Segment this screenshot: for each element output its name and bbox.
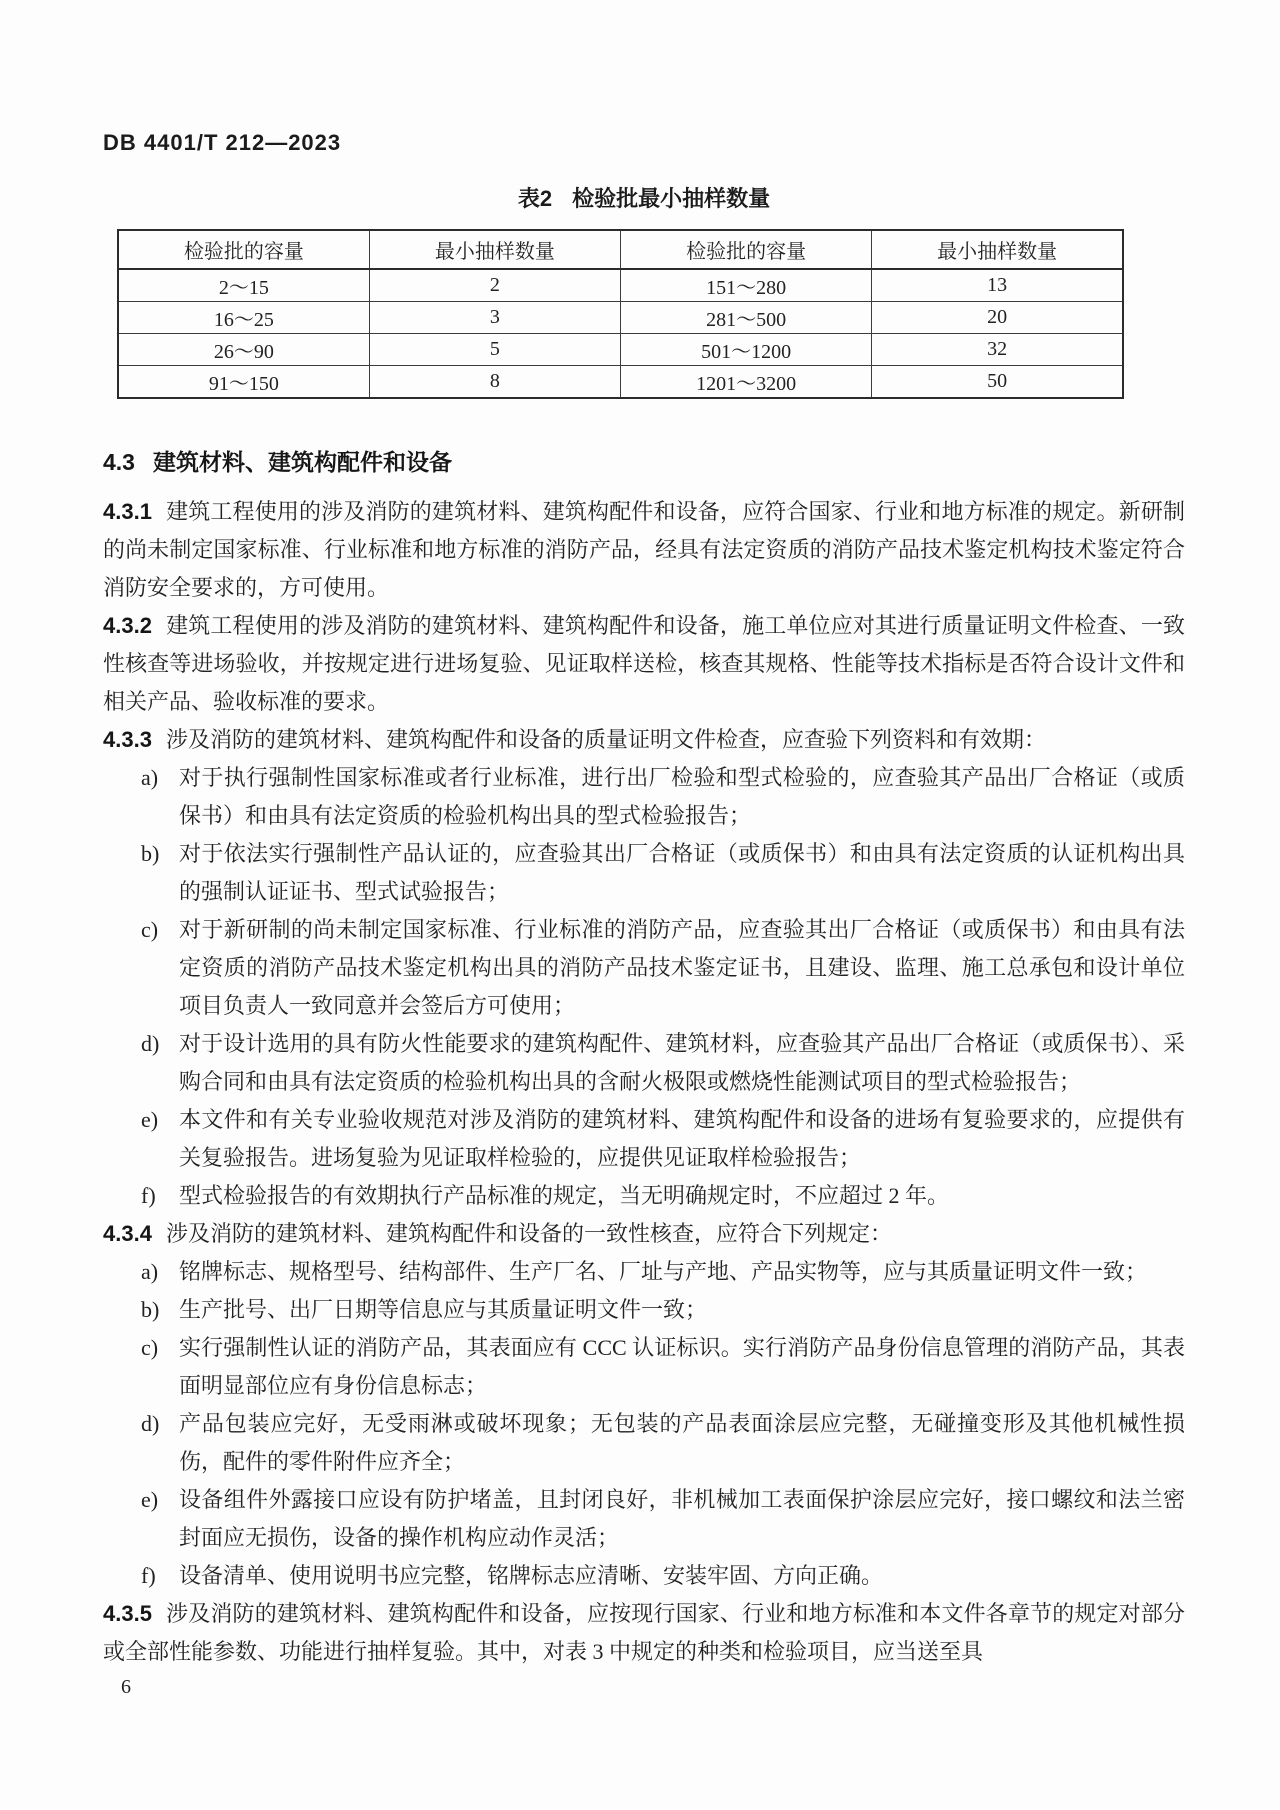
list-item [103, 1177, 1185, 1215]
list-item [103, 1329, 1185, 1405]
table-cell: 13 [872, 269, 1123, 302]
item-text: 生产批号、出厂日期等信息应与其质量证明文件一致； [179, 1297, 708, 1322]
clause-number: 4.3.5 [103, 1601, 152, 1626]
list-item [103, 1101, 1185, 1177]
item-label: a) [141, 1259, 159, 1284]
item-text: 铭牌标志、规格型号、结构部件、生产厂名、厂址与产地、产品实物等，应与其质量证明文件一致； [179, 1259, 1148, 1284]
table-cell: 3 [369, 302, 620, 334]
clause-number: 4.3.1 [103, 499, 152, 524]
item-text: 型式检验报告的有效期执行产品标准的规定，当无明确规定时，不应超过 2 年。 [179, 1183, 950, 1208]
item-text: 对于新研制的尚未制定国家标准、行业标准的消防产品，应查验其出厂合格证（或质保书）和由具有法定资质的消防产品技术鉴定机构出具的消防产品技术鉴定证书，且建设、监理、施工总承包和设计单位项目负责人一致同意并会签后方可使用； [179, 917, 1185, 1018]
item-text: 设备清单、使用说明书应完整，铭牌标志应清晰、安装牢固、方向正确。 [179, 1563, 884, 1588]
table-header-cell: 最小抽样数量 [872, 230, 1123, 269]
item-text: 设备组件外露接口应设有防护堵盖，且封闭良好，非机械加工表面保护涂层应完好，接口螺纹和法兰密封面应无损伤，设备的操作机构应动作灵活； [179, 1487, 1185, 1550]
section-title: 建筑材料、建筑构配件和设备 [152, 449, 452, 475]
list-item [103, 1253, 1185, 1291]
table-header-cell: 检验批的容量 [118, 230, 369, 269]
clause-text: 建筑工程使用的涉及消防的建筑材料、建筑构配件和设备，施工单位应对其进行质量证明文件检查、一致性核查等进场验收，并按规定进行进场复验、见证取样送检，核查其规格、性能等技术指标是否符合设计文件和相关产品、验收标准的要求。 [103, 613, 1185, 714]
item-label: e) [141, 1487, 159, 1512]
item-label: b) [141, 841, 160, 866]
item-label: d) [141, 1031, 160, 1056]
table-cell: 32 [872, 334, 1123, 366]
table-cell: 2～15 [118, 269, 369, 302]
table-cell: 91～150 [118, 366, 369, 399]
clause-paragraph [103, 1215, 1185, 1253]
table-header-cell: 检验批的容量 [621, 230, 872, 269]
clause-text: 涉及消防的建筑材料、建筑构配件和设备的质量证明文件检查，应查验下列资料和有效期： [165, 727, 1046, 752]
document-body [103, 447, 1185, 1671]
table-cell: 26～90 [118, 334, 369, 366]
item-text: 本文件和有关专业验收规范对涉及消防的建筑材料、建筑构配件和设备的进场有复验要求的，应提供有关复验报告。进场复验为见证取样检验的，应提供见证取样检验报告； [179, 1107, 1185, 1170]
item-label: f) [141, 1183, 156, 1208]
sampling-table [117, 229, 1124, 399]
clause-number: 4.3.4 [103, 1221, 152, 1246]
section-heading [103, 447, 1185, 477]
list-item [103, 1291, 1185, 1329]
clause-text: 建筑工程使用的涉及消防的建筑材料、建筑构配件和设备，应符合国家、行业和地方标准的规定。新研制的尚未制定国家标准、行业标准和地方标准的消防产品，经具有法定资质的消防产品技术鉴定机构技术鉴定符合消防安全要求的，方可使用。 [103, 499, 1185, 600]
list-item [103, 1405, 1185, 1481]
item-text: 对于依法实行强制性产品认证的，应查验其出厂合格证（或质保书）和由具有法定资质的认证机构出具的强制认证证书、型式试验报告； [179, 841, 1185, 904]
item-text: 对于执行强制性国家标准或者行业标准，进行出厂检验和型式检验的，应查验其产品出厂合格证（或质保书）和由具有法定资质的检验机构出具的型式检验报告； [179, 765, 1185, 828]
table-cell: 50 [872, 366, 1123, 399]
table-cell: 5 [369, 334, 620, 366]
item-label: e) [141, 1107, 159, 1132]
table-caption [103, 182, 1185, 213]
item-label: b) [141, 1297, 160, 1322]
clause-number: 4.3.2 [103, 613, 152, 638]
list-item [103, 1025, 1185, 1101]
table-row [118, 269, 1123, 302]
table-header-cell: 最小抽样数量 [369, 230, 620, 269]
list-item [103, 835, 1185, 911]
list-item [103, 911, 1185, 1025]
section-number: 4.3 [103, 449, 135, 475]
table-cell: 16～25 [118, 302, 369, 334]
clause-text: 涉及消防的建筑材料、建筑构配件和设备，应按现行国家、行业和地方标准和本文件各章节的规定对部分或全部性能参数、功能进行抽样复验。其中，对表 3 中规定的种类和检验项目，应当送至具 [103, 1601, 1185, 1664]
clause-text: 涉及消防的建筑材料、建筑构配件和设备的一致性核查，应符合下列规定： [165, 1221, 892, 1246]
table-row [118, 302, 1123, 334]
clause-paragraph [103, 1595, 1185, 1671]
table-header-row [118, 230, 1123, 269]
item-text: 产品包装应完好，无受雨淋或破坏现象；无包装的产品表面涂层应完整，无碰撞变形及其他机械性损伤，配件的零件附件应齐全； [179, 1411, 1185, 1474]
item-label: f) [141, 1563, 156, 1588]
table-cell: 281～500 [621, 302, 872, 334]
doc-code: DB 4401/T 212—2023 [103, 130, 342, 155]
table-cell: 1201～3200 [621, 366, 872, 399]
clause-paragraph [103, 721, 1185, 759]
clause-paragraph [103, 493, 1185, 607]
clause-number: 4.3.3 [103, 727, 152, 752]
table-cell: 2 [369, 269, 620, 302]
item-label: d) [141, 1411, 160, 1436]
list-item [103, 1481, 1185, 1557]
item-label: a) [141, 765, 159, 790]
table-cell: 20 [872, 302, 1123, 334]
table-caption-label: 表2 [517, 186, 553, 211]
table-cell: 501～1200 [621, 334, 872, 366]
item-text: 实行强制性认证的消防产品，其表面应有 CCC 认证标识。实行消防产品身份信息管理的消防产品，其表面明显部位应有身份信息标志； [179, 1335, 1185, 1398]
table-row [118, 334, 1123, 366]
list-item [103, 1557, 1185, 1595]
clause-paragraph [103, 607, 1185, 721]
table-caption-title: 检验批最小抽样数量 [572, 186, 771, 211]
item-label: c) [141, 1335, 159, 1360]
table-cell: 8 [369, 366, 620, 399]
item-text: 对于设计选用的具有防火性能要求的建筑构配件、建筑材料，应查验其产品出厂合格证（或质保书）、采购合同和由具有法定资质的检验机构出具的含耐火极限或燃烧性能测试项目的型式检验报告； [179, 1031, 1185, 1094]
table-row [118, 366, 1123, 399]
item-label: c) [141, 917, 159, 942]
list-item [103, 759, 1185, 835]
table-cell: 151～280 [621, 269, 872, 302]
page-number: 6 [121, 1676, 131, 1698]
